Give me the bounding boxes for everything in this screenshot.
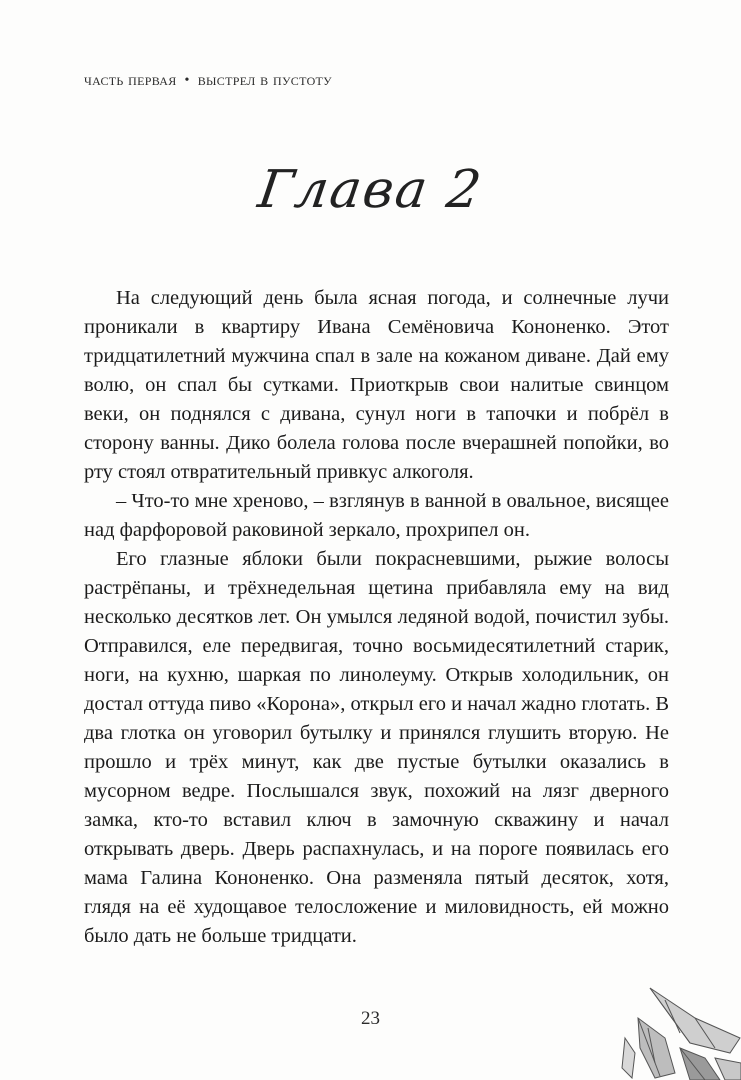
paragraph-2: – Что-то мне хреново, – взглянув в ванной в овальное, висящее над фарфоровой раковиной зеркало, прохрипел он. bbox=[84, 490, 669, 541]
running-head-separator: • bbox=[184, 73, 190, 88]
paragraph-1: На следующий день была ясная погода, и солнечные лучи проникали в квартиру Ивана Семёновича Кононенко. Этот тридцатилетний мужчина спал в зале на кожаном диване. Дай ему волю, он спал бы сутками. Приоткрыв свои налитые свинцом веки, он поднялся с дивана, сунул ноги в тапочки и побрёл в сторону ванны. Дико болела голова после вчерашней попойки, во рту стоял отвратительный привкус алкоголя. bbox=[84, 287, 669, 483]
running-head-title: выстрел в пустоту bbox=[197, 70, 332, 89]
chapter-body bbox=[84, 284, 669, 951]
running-head-part: часть первая bbox=[84, 70, 177, 89]
page-number: 23 bbox=[361, 1008, 380, 1029]
chapter-title: Глава 2 bbox=[254, 160, 487, 220]
crystal-leaves-ornament-icon bbox=[620, 978, 741, 1080]
paragraph-3: Его глазные яблоки были покрасневшими, рыжие волосы растрёпаны, и трёхнедельная щетина прибавляла ему на вид несколько десятков лет. Он умылся ледяной водой, почистил зубы. Отправился, еле передвигая, точно восьмидесятилетний старик, ноги, на кухню, шаркая по линолеуму. Открыв холодильник, он достал оттуда пиво «Корона», открыл его и начал жадно глотать. В два глотка он уговорил бутылку и принялся глушить вторую. Не прошло и трёх минут, как две пустые бутылки оказались в мусорном ведре. Послышался звук, похожий на лязг дверного замка, кто-то вставил ключ в замочную скважину и начал открывать дверь. Дверь распахнулась, и на пороге появилась его мама Галина Кононенко. Она разменяла пятый десяток, хотя, глядя на её худощавое телосложение и миловидность, ей можно было дать не больше тридцати. bbox=[84, 548, 670, 947]
running-head bbox=[84, 70, 332, 90]
